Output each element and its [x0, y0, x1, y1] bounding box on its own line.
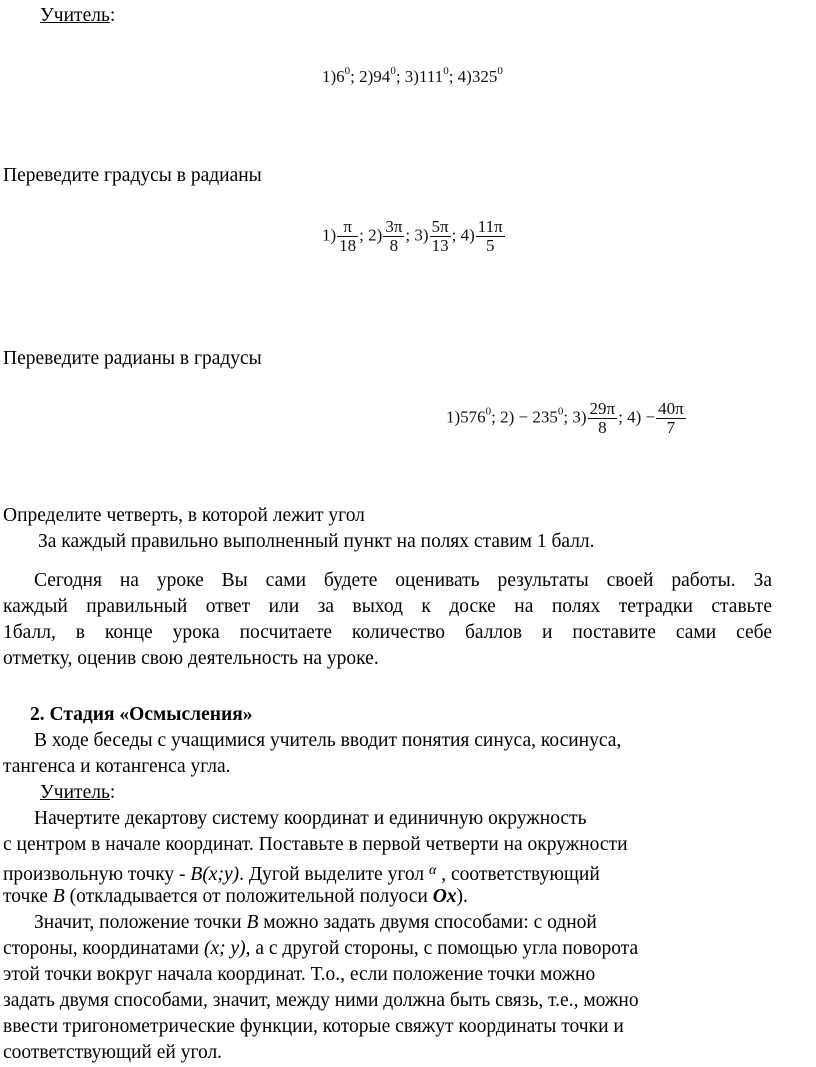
paragraph-line: произвольную точку - B(x;y). Дугой выделите угол $^\alpha$ , соответствующий	[3, 863, 600, 885]
paragraph-line: соответствующий ей угол.	[3, 1042, 223, 1063]
paragraph-line: задать двумя способами, значит, между ними должна быть связь, т.е., можно	[3, 990, 639, 1011]
paragraph-line: 1балл, в конце урока посчитаете количество баллов и поставите сами себе	[3, 622, 772, 643]
paragraph-line: В ходе беседы с учащимися учитель вводит понятия синуса, косинуса,	[34, 730, 622, 751]
task-degrees-to-radians: Переведите градусы в радианы	[3, 165, 262, 186]
paragraph-line: этой точки вокруг начала координат. Т.о., если положение точки можно	[3, 964, 596, 985]
alpha-symbol: α	[428, 863, 437, 878]
teacher-label-2: Учитель:	[40, 782, 116, 803]
paragraph-line: точке B (откладывается от положительной полуоси Ox).	[3, 886, 468, 907]
paragraph-line: каждый правильный ответ или за выход к доске на полях тетрадки ставьте	[3, 596, 772, 617]
paragraph-line: Начертите декартову систему координат и единичную окружность	[34, 808, 587, 829]
paragraph-line: Значит, положение точки B можно задать двумя способами: с одной	[34, 912, 597, 933]
points-note: За каждый правильно выполненный пункт на полях ставим 1 балл.	[38, 531, 595, 552]
paragraph-line: с центром в начале координат. Поставьте в первой четверти на окружности	[3, 834, 628, 855]
radians-equation: 1) $\frac{\pi}{18}$ ; 2) $\frac{3\pi}{8}$ ; 3) $\frac{5\pi}{13}$ ; 4) $\frac{11\pi}{5}$	[322, 217, 503, 255]
paragraph-line: тангенса и котангенса угла.	[3, 756, 231, 777]
degrees-equation: $1)6^0$; $2)94^0$; $3)111^0$; $4)325^0$	[322, 65, 503, 86]
paragraph-line: отметку, оценив свою деятельность на уроке.	[3, 648, 379, 669]
mixed-equation: $1)576^0$; $2) - 235^0$; 3) $\frac{29\pi}{8}$ ; 4) − $\frac{40\pi}{7}$	[446, 399, 684, 437]
paragraph-line: Сегодня на уроке Вы сами будете оценивать результаты своей работы. За	[34, 570, 772, 591]
task-quarter: Определите четверть, в которой лежит угол	[3, 505, 365, 526]
paragraph-line: стороны, координатами (x; y), а с другой стороны, с помощью угла поворота	[3, 938, 639, 959]
teacher-label: Учитель:	[40, 5, 116, 26]
task-radians-to-degrees: Переведите радианы в градусы	[3, 348, 262, 369]
stage-heading: 2. Стадия «Осмысления»	[30, 704, 253, 725]
paragraph-line: ввести тригонометрические функции, которые свяжут координаты точки и	[3, 1016, 624, 1037]
